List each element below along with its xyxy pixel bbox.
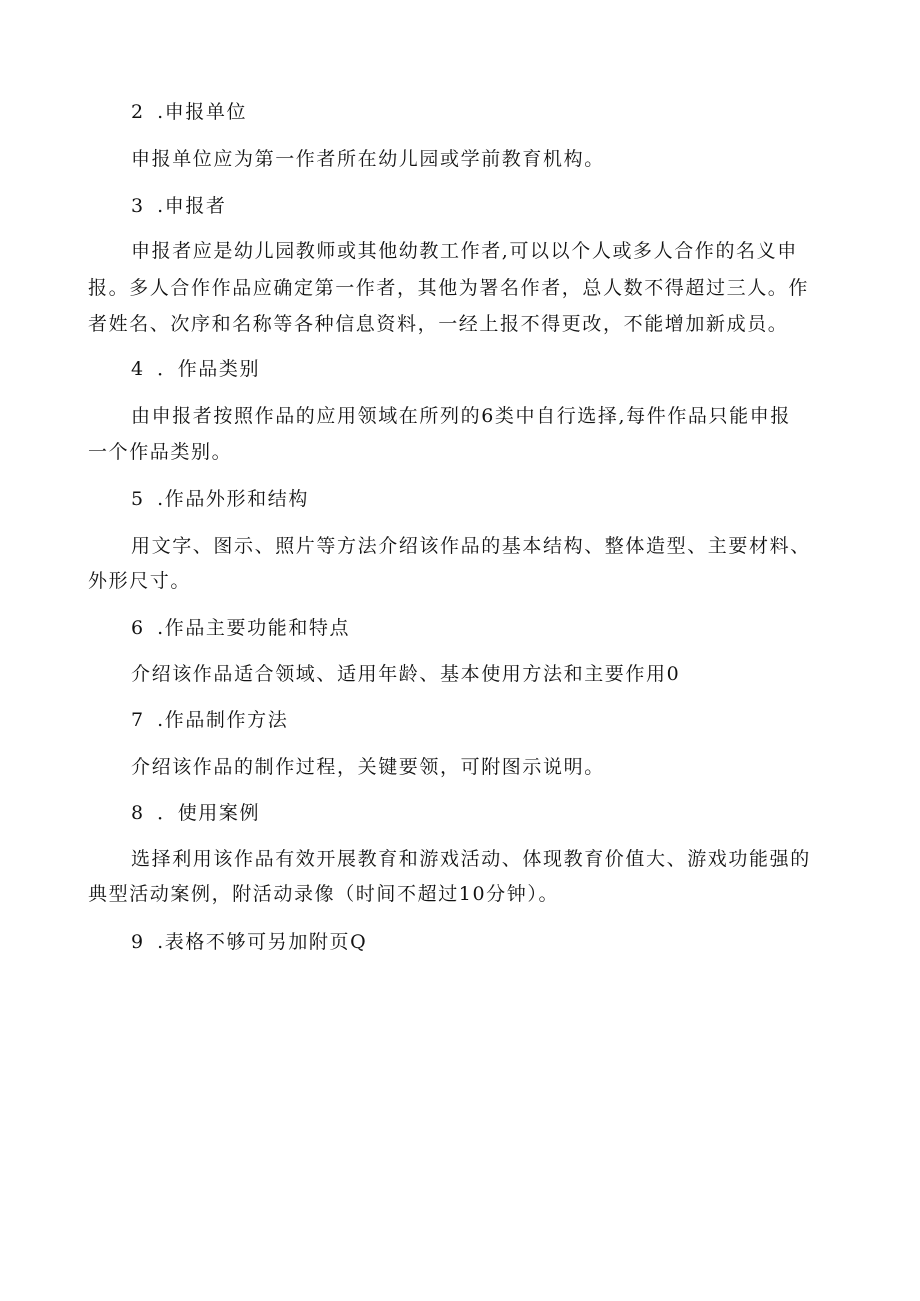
paragraph-line: 由申报者按照作品的应用领域在所列的6类中自行选择,每件作品只能申报 (131, 405, 791, 427)
section-heading (131, 615, 920, 641)
paragraph-line: 申报单位应为第一作者所在幼儿园或学前教育机构。 (131, 148, 605, 170)
paragraph-line: 者姓名、次序和名称等各种信息资料，一经上报不得更改，不能增加新成员。 (88, 313, 789, 335)
section-title: .作品外形和结构 (157, 488, 309, 510)
section-title: .申报者 (157, 195, 227, 217)
section-title: .作品主要功能和特点 (157, 617, 351, 639)
section-title: .申报单位 (157, 101, 248, 123)
section-number: 6 (131, 617, 144, 639)
paragraph-line: 介绍该作品的制作过程，关键要领，可附图示说明。 (131, 756, 605, 778)
section-title: ．作品类别 (157, 358, 261, 380)
paragraph-line: 典型活动案例，附活动录像（时间不超过10分钟）。 (88, 883, 560, 905)
section-title: ．使用案例 (157, 802, 261, 824)
section-number: 5 (131, 488, 144, 510)
section-number: 8 (131, 802, 144, 824)
paragraph-line: 申报者应是幼儿园教师或其他幼教工作者,可以以个人或多人合作的名义申 (131, 240, 798, 262)
paragraph-line: 用文字、图示、照片等方法介绍该作品的基本结构、整体造型、主要材料、 (131, 535, 811, 557)
section-number: 9 (131, 931, 144, 953)
paragraph-line: 外形尺寸。 (88, 570, 192, 592)
section-heading (131, 356, 920, 382)
section-heading (131, 193, 920, 219)
paragraph-line: 一个作品类别。 (88, 441, 233, 463)
paragraph-line: 介绍该作品适合领域、适用年龄、基本使用方法和主要作用0 (131, 663, 681, 685)
section-heading (131, 800, 920, 826)
section-title: .表格不够可另加附页Q (157, 931, 368, 953)
section-heading (131, 929, 920, 955)
section-title: .作品制作方法 (157, 709, 289, 731)
section-number: 3 (131, 195, 144, 217)
section-number: 7 (131, 709, 144, 731)
section-heading (131, 707, 920, 733)
paragraph-line: 报。多人合作作品应确定第一作者，其他为署名作者，总人数不得超过三人。作 (88, 277, 810, 299)
section-number: 4 (131, 358, 144, 380)
section-number: 2 (131, 101, 144, 123)
section-heading (131, 486, 920, 512)
paragraph-line: 选择利用该作品有效开展教育和游戏活动、体现教育价值大、游戏功能强的 (131, 848, 811, 870)
section-heading (131, 99, 920, 125)
